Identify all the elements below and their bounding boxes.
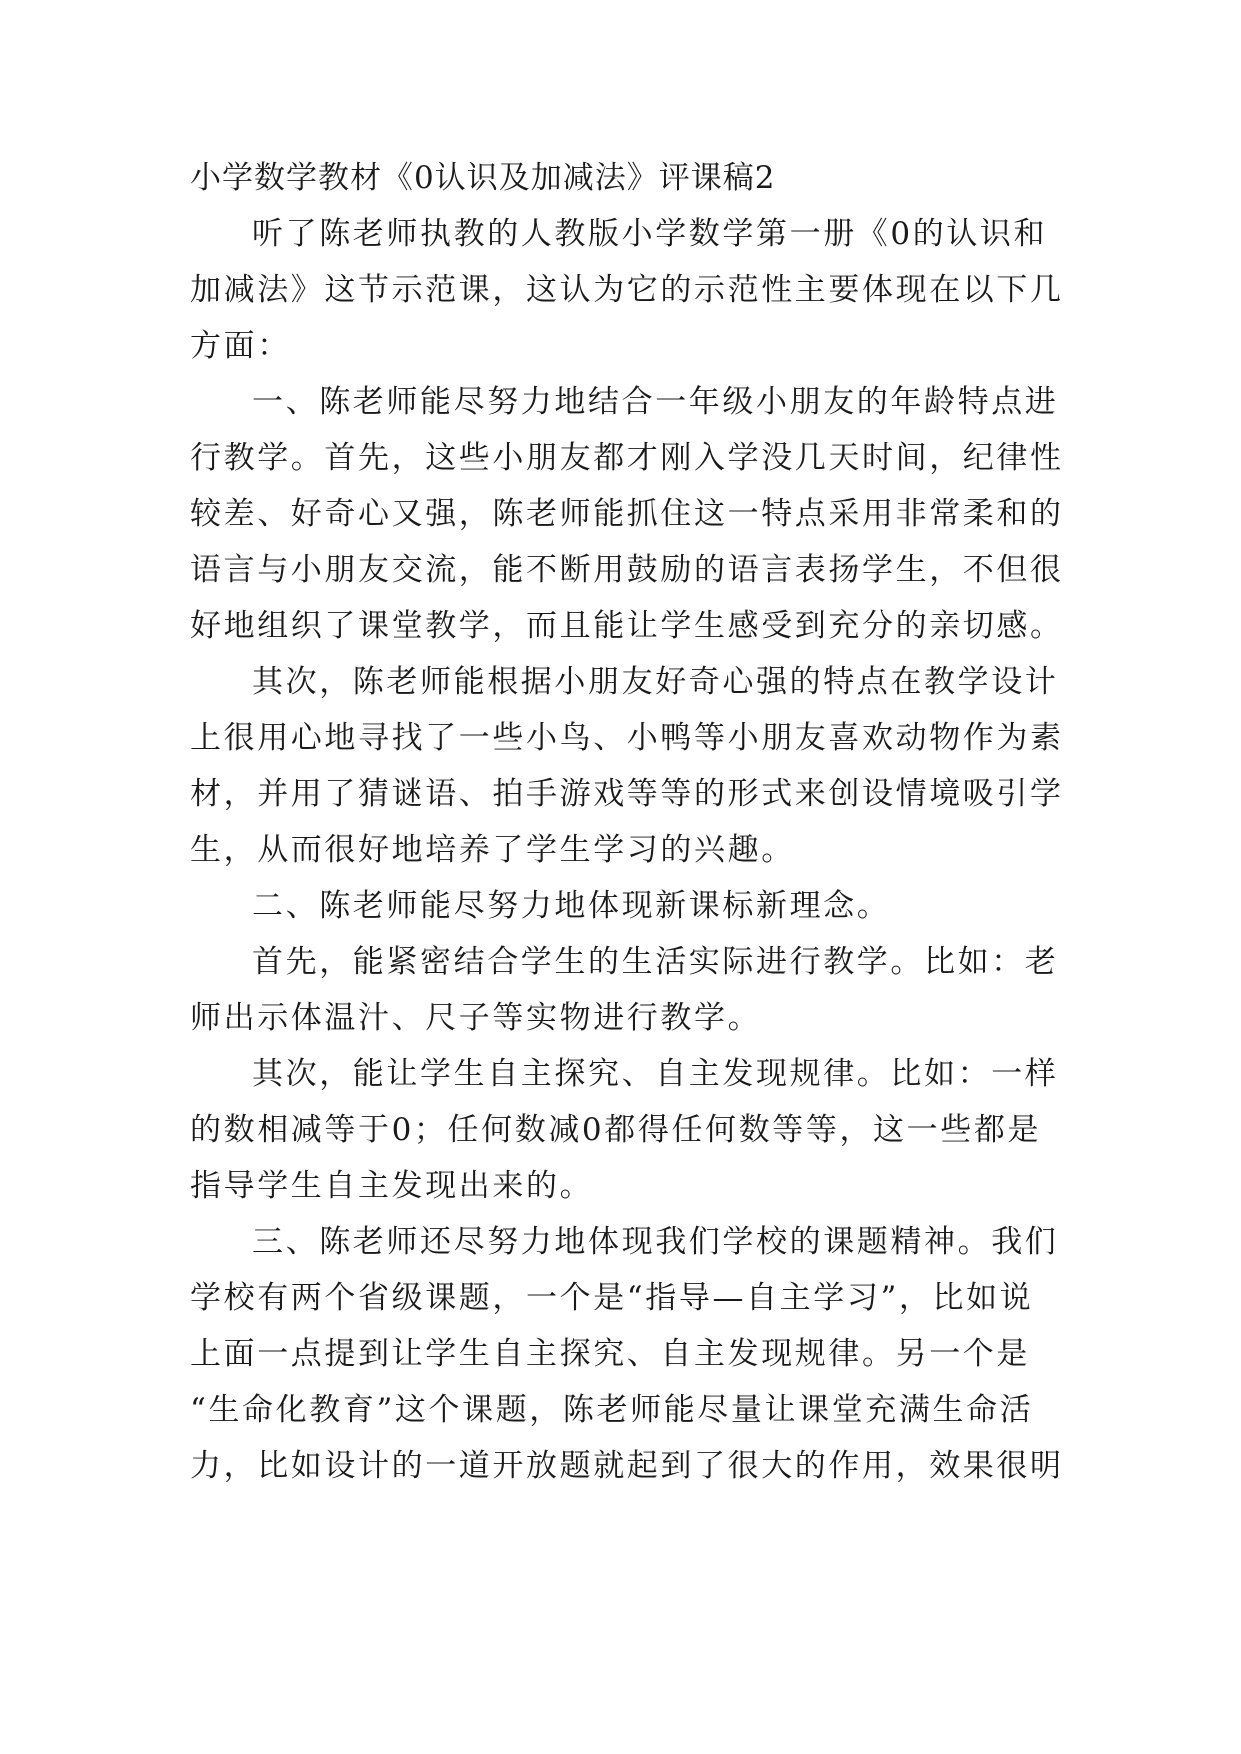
text-line: 生，从而很好地培养了学生学习的兴趣。 [190, 832, 795, 868]
text-line: 听了陈老师执教的人教版小学数学第一册《0的认识和 [252, 216, 1048, 252]
text-line: 好地组织了课堂教学，而且能让学生感受到充分的亲切感。 [190, 608, 1064, 644]
text-line: 上很用心地寻找了一些小鸟、小鸭等小朋友喜欢动物作为素 [190, 720, 1064, 756]
text-line: 上面一点提到让学生自主探究、自主发现规律。另一个是 [190, 1336, 1030, 1372]
text-line: 较差、好奇心又强，陈老师能抓住这一特点采用非常柔和的 [190, 496, 1064, 532]
text-line: 加减法》这节示范课，这认为它的示范性主要体现在以下几 [190, 272, 1064, 308]
text-line: 学校有两个省级课题，一个是“指导—自主学习”，比如说 [190, 1280, 1034, 1316]
text-line: 指导学生自主发现出来的。 [190, 1168, 594, 1204]
text-line: 行教学。首先，这些小朋友都才刚入学没几天时间，纪律性 [190, 440, 1064, 476]
text-line: 材，并用了猜谜语、拍手游戏等等的形式来创设情境吸引学 [190, 776, 1064, 812]
text-line: 二、陈老师能尽努力地体现新课标新理念。 [252, 888, 891, 924]
text-line: 方面： [190, 328, 291, 364]
text-line: 一、陈老师能尽努力地结合一年级小朋友的年龄特点进 [252, 384, 1059, 420]
text-line: 的数相减等于0；任何数减0都得任何数等等，这一些都是 [190, 1112, 1042, 1148]
text-line: 三、陈老师还尽努力地体现我们学校的课题精神。我们 [252, 1224, 1059, 1260]
text-line: 其次，陈老师能根据小朋友好奇心强的特点在教学设计 [252, 664, 1059, 700]
document-title: 小学数学教材《0认识及加减法》评课稿2 [190, 160, 776, 196]
text-line: “生命化教育”这个课题，陈老师能尽量让课堂充满生命活 [190, 1392, 1034, 1428]
text-line: 力，比如设计的一道开放题就起到了很大的作用，效果很明 [190, 1448, 1064, 1484]
text-line: 其次，能让学生自主探究、自主发现规律。比如：一样 [252, 1056, 1059, 1092]
text-line: 师出示体温汁、尺子等实物进行教学。 [190, 1000, 762, 1036]
text-line: 语言与小朋友交流，能不断用鼓励的语言表扬学生，不但很 [190, 552, 1064, 588]
text-line: 首先，能紧密结合学生的生活实际进行教学。比如：老 [252, 944, 1059, 980]
